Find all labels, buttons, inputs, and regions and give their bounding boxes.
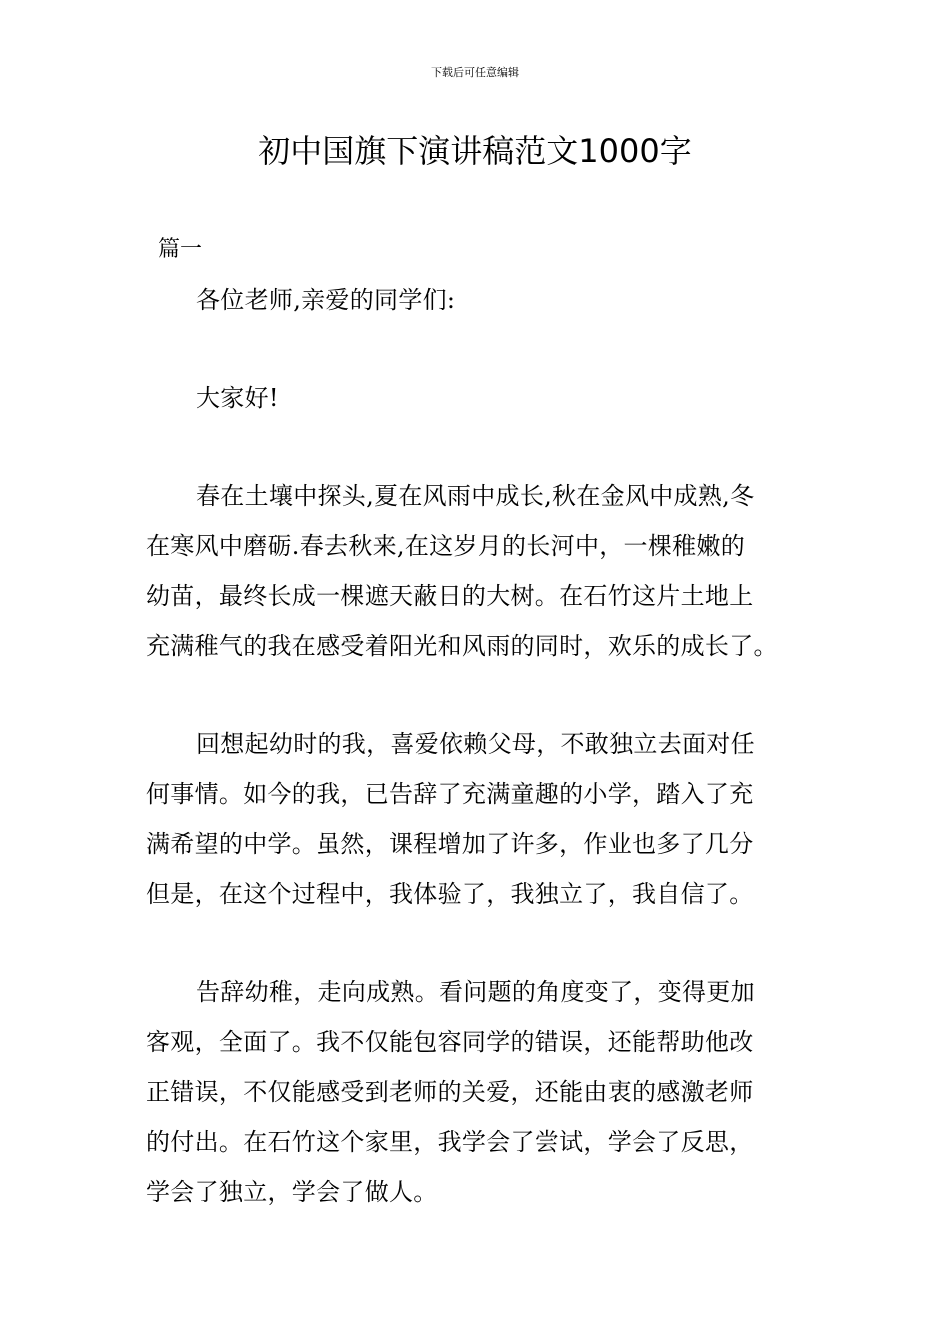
paragraph-1-line-4: 充满稚气的我在感受着阳光和风雨的同时，欢乐的成长了。 (146, 632, 778, 660)
paragraph-1-line-2: 在寒风中磨砺.春去秋来,在这岁月的长河中，一棵稚嫩的 (146, 532, 746, 560)
section-label: 篇一 (158, 237, 203, 262)
paragraph-2-line-3: 满希望的中学。虽然，课程增加了许多，作业也多了几分 (146, 830, 754, 858)
paragraph-3-line-2: 客观，全面了。我不仅能包容同学的错误，还能帮助他改 (146, 1028, 754, 1056)
salutation: 各位老师,亲爱的同学们: (196, 286, 456, 314)
document-title: 初中国旗下演讲稿范文1000字 (258, 132, 692, 170)
paragraph-2-line-1: 回想起幼时的我，喜爱依赖父母，不敢独立去面对任 (196, 730, 755, 758)
header-note: 下载后可任意编辑 (431, 66, 519, 79)
paragraph-1-line-3: 幼苗，最终长成一棵遮天蔽日的大树。在石竹这片土地上 (146, 582, 754, 610)
greeting: 大家好! (196, 384, 279, 412)
paragraph-1-line-1: 春在土壤中探头,夏在风雨中成长,秋在金风中成熟,冬 (196, 482, 755, 510)
paragraph-3-line-4: 的付出。在石竹这个家里，我学会了尝试，学会了反思， (146, 1128, 754, 1156)
paragraph-3-line-5: 学会了独立，学会了做人。 (146, 1178, 438, 1206)
paragraph-2-line-2: 何事情。如今的我，已告辞了充满童趣的小学，踏入了充 (146, 780, 754, 808)
paragraph-3-line-3: 正错误，不仅能感受到老师的关爱，还能由衷的感激老师 (146, 1078, 754, 1106)
paragraph-3-line-1: 告辞幼稚，走向成熟。看问题的角度变了，变得更加 (196, 978, 755, 1006)
paragraph-2-line-4: 但是，在这个过程中，我体验了，我独立了，我自信了。 (146, 880, 754, 908)
